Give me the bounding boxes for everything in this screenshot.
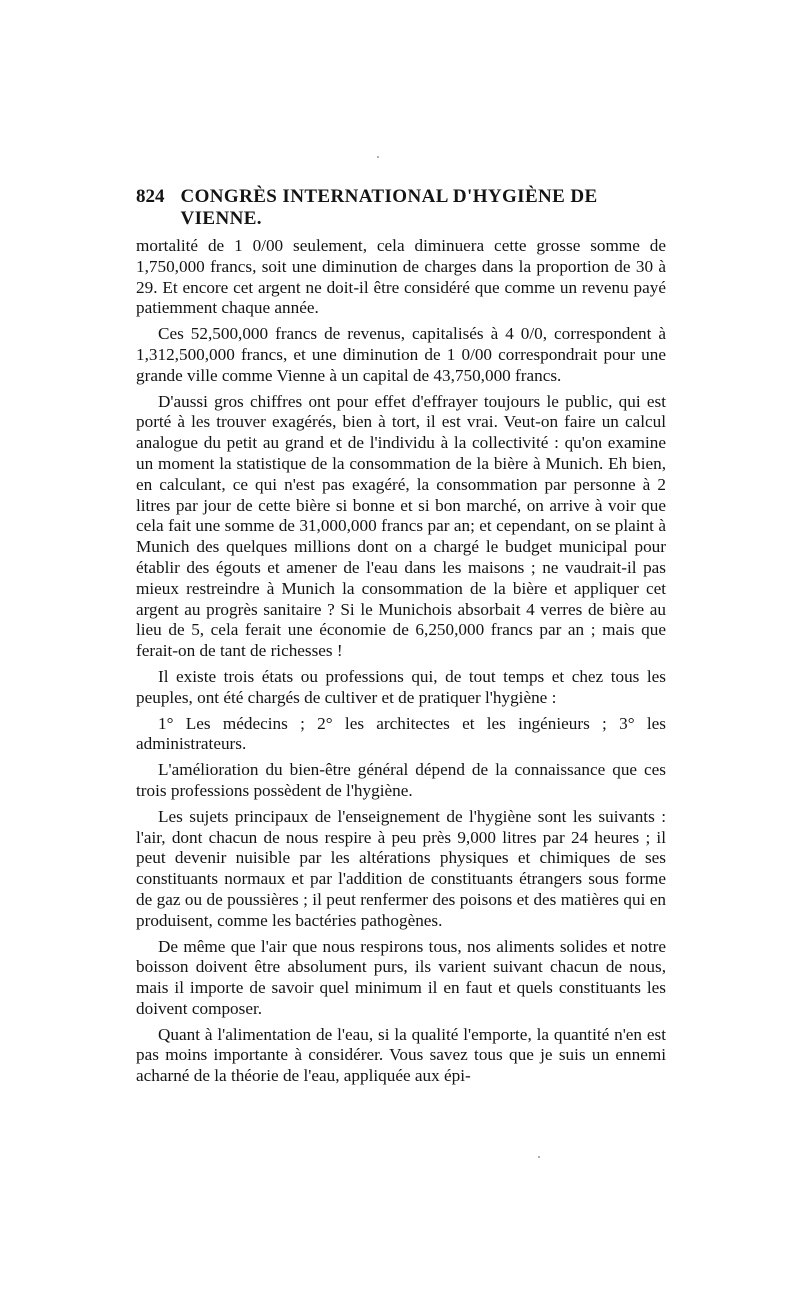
running-header <box>136 186 666 230</box>
page-number: 824 <box>136 186 165 207</box>
paragraph: L'amélioration du bien-être général dépend de la connaissance que ces trois professions possèdent de l'hygiène. <box>136 760 666 800</box>
book-page <box>136 186 666 1092</box>
paragraph: 1° Les médecins ; 2° les architectes et les ingénieurs ; 3° les administrateurs. <box>136 713 666 754</box>
paragraph: D'aussi gros chiffres ont pour effet d'effrayer toujours le public, qui est porté à les trouver exagérés, bien à tort, il est vrai. Veut-on faire un calcul analogue du petit au grand et de l'individu à la collectivité : qu'on examine un moment la statistique de la consommation de la bière à Munich. Eh bien, en calculant, ce qui n'est pas exagéré, la consommation par personne à 2 litres par jour de cette bière si bonne et si bon marché, on arrive à voir que cela fait une somme de 31,000,000 francs par an; et cependant, on se plaint à Munich des quelques millions dont on a chargé le budget municipal pour établir des égouts et amener de l'eau dans les maisons ; ne vaudrait-il pas mieux restreindre à Munich la consommation de la bière et appliquer cet argent au progrès sanitaire ? Si le Munichois absorbait 4 verres de bière au lieu de 5, cela ferait une économie de 6,250,000 francs par an ; mais que ferait-on de tant de richesses ! <box>136 391 666 661</box>
body-text <box>136 236 666 1087</box>
paragraph: mortalité de 1 0/00 seulement, cela diminuera cette grosse somme de 1,750,000 francs, soit une diminution de charges dans la proportion de 30 à 29. Et encore cet argent ne doit-il être considéré que comme un revenu payé patiemment chaque année. <box>136 236 666 318</box>
running-title: CONGRÈS INTERNATIONAL D'HYGIÈNE DE VIENNE. <box>180 186 598 229</box>
print-speck <box>377 156 379 158</box>
paragraph: De même que l'air que nous respirons tous, nos aliments solides et notre boisson doivent être absolument purs, ils varient suivant chacun de nous, mais il importe de savoir quel minimum il en faut et quels constituants les doivent composer. <box>136 936 666 1018</box>
print-speck <box>538 1156 540 1158</box>
paragraph: Ces 52,500,000 francs de revenus, capitalisés à 4 0/0, correspondent à 1,312,500,000 francs, et une diminution de 1 0/00 correspondrait pour une grande ville comme Vienne à un capital de 43,750,000 francs. <box>136 324 666 385</box>
paragraph: Quant à l'alimentation de l'eau, si la qualité l'emporte, la quantité n'en est pas moins importante à considérer. Vous savez tous que je suis un ennemi acharné de la théorie de l'eau, appliquée aux épi- <box>136 1024 666 1086</box>
paragraph: Les sujets principaux de l'enseignement de l'hygiène sont les suivants : l'air, dont chacun de nous respire à peu près 9,000 litres par 24 heures ; il peut devenir nuisible par les altérations physiques et chimiques de ses constituants normaux et par l'addition de constituants étrangers sous forme de gaz ou de poussières ; il peut renfermer des poisons et des matières qui en produisent, comme les bactéries pathogènes. <box>136 806 666 930</box>
paragraph: Il existe trois états ou professions qui, de tout temps et chez tous les peuples, ont été chargés de cultiver et de pratiquer l'hygiène : <box>136 666 666 707</box>
